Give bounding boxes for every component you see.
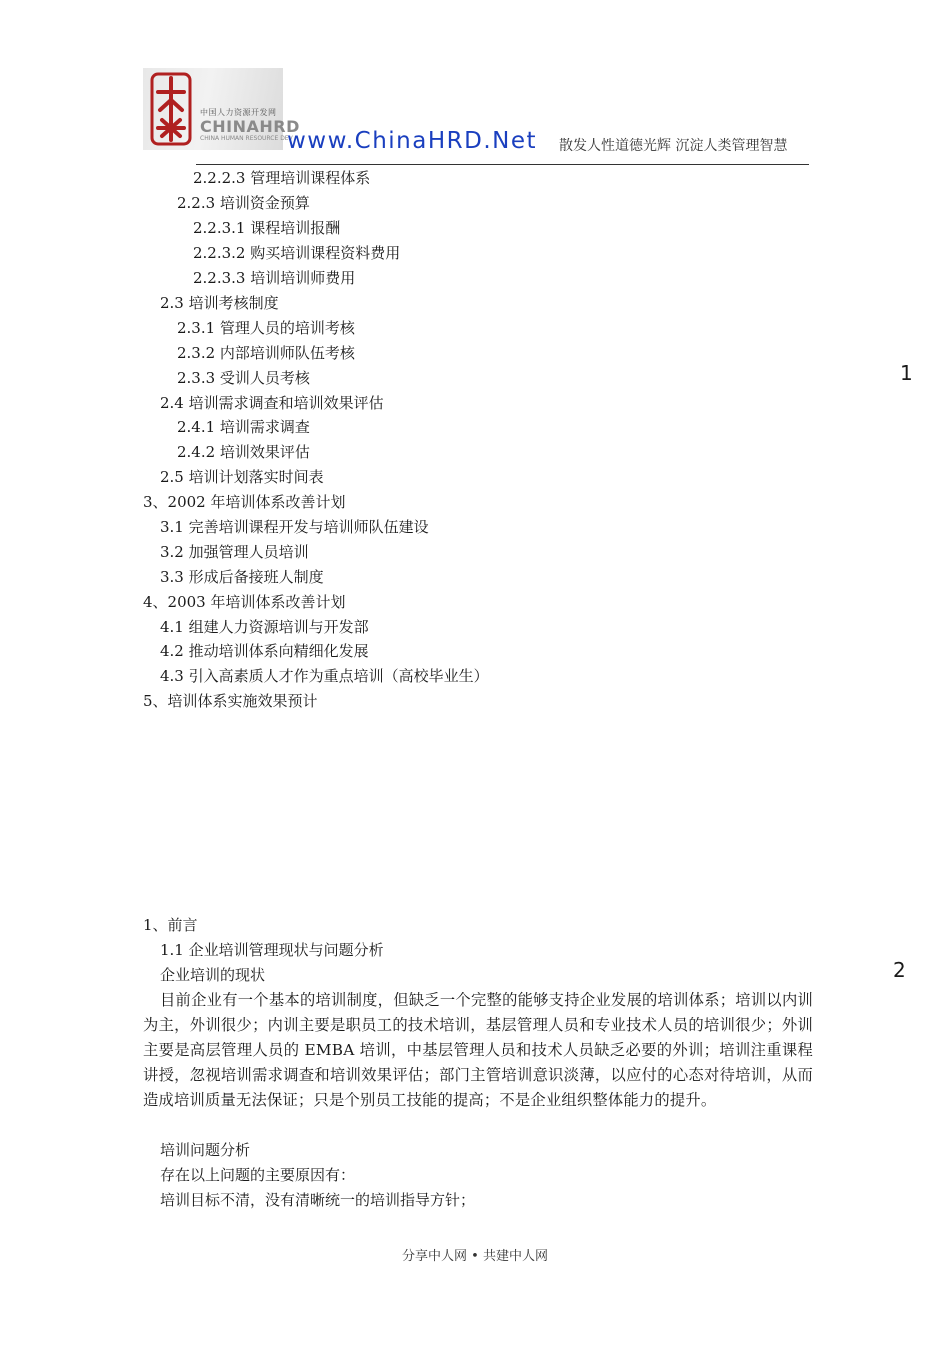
toc-entry: 2.3 培训考核制度: [160, 294, 279, 312]
toc-entry: 2.3.3 受训人员考核: [177, 369, 310, 387]
toc-entry: 4.2 推动培训体系向精细化发展: [160, 642, 369, 660]
logo-tagline: CHINA HUMAN RESOURCE DEV: [200, 135, 293, 142]
toc-entry: 5、培训体系实施效果预计: [143, 692, 318, 710]
site-url-link[interactable]: www.ChinaHRD.Net: [287, 128, 538, 154]
header-slogan: 散发人性道德光辉 沉淀人类管理智慧: [559, 138, 788, 154]
toc-entry: 3.3 形成后备接班人制度: [160, 568, 324, 586]
toc-entry: 2.2.2.3 管理培训课程体系: [193, 169, 371, 187]
toc-entry: 2.5 培训计划落实时间表: [160, 468, 324, 486]
page-header: [0, 0, 950, 170]
page-footer: 分享中人网 • 共建中人网: [402, 1249, 548, 1264]
body-line: 培训目标不清，没有清晰统一的培训指导方针；: [160, 1191, 476, 1209]
subheading: 企业培训的现状: [160, 966, 266, 984]
toc-entry: 2.2.3.1 课程培训报酬: [193, 219, 341, 237]
toc-entry: 3.2 加强管理人员培训: [160, 543, 309, 561]
page-number: 1: [900, 361, 913, 385]
subsection-heading: 1.1 企业培训管理现状与问题分析: [160, 941, 384, 959]
toc-entry: 3.1 完善培训课程开发与培训师队伍建设: [160, 518, 429, 536]
body-line: 存在以上问题的主要原因有：: [160, 1166, 356, 1184]
toc-entry: 4.3 引入高素质人才作为重点培训（高校毕业生）: [160, 667, 489, 685]
toc-entry: 2.3.1 管理人员的培训考核: [177, 319, 355, 337]
page-number: 2: [893, 958, 906, 982]
status-paragraph: 目前企业有一个基本的培训制度，但缺乏一个完整的能够支持企业发展的培训体系；培训以内训为主，外训很少；内训主要是职员工的技术培训，基层管理人员和专业技术人员的培训很少；外训主要是高层管理人员的 EMBA 培训，中基层管理人员和技术人员缺乏必要的外训；培训注重课程讲授，忽视培训需求调查和培训效果评估；部门主管培训意识淡薄，以应付的心态对待培训，从而造成培训质量无法保证；只是个别员工技能的提高；不是企业组织整体能力的提升。: [143, 991, 813, 1109]
toc-entry: 2.2.3.2 购买培训课程资料费用: [193, 244, 401, 262]
toc-entry: 2.2.3 培训资金预算: [177, 194, 310, 212]
seal-logo-icon: [146, 70, 196, 148]
toc-entry: 2.2.3.3 培训培训师费用: [193, 269, 356, 287]
toc-entry: 4、2003 年培训体系改善计划: [143, 593, 346, 611]
logo-subtitle: 中国人力资源开发网: [200, 108, 277, 117]
toc-entry: 4.1 组建人力资源培训与开发部: [160, 618, 369, 636]
subheading: 培训问题分析: [160, 1141, 251, 1159]
toc-entry: 2.4.2 培训效果评估: [177, 443, 310, 461]
logo-wordmark: CHINAHRD: [200, 117, 300, 136]
toc-entry: 3、2002 年培训体系改善计划: [143, 493, 346, 511]
toc-entry: 2.4.1 培训需求调查: [177, 418, 310, 436]
toc-entry: 2.4 培训需求调查和培训效果评估: [160, 394, 384, 412]
toc-entry: 2.3.2 内部培训师队伍考核: [177, 344, 355, 362]
header-divider: [196, 164, 809, 165]
section-heading: 1、前言: [143, 916, 198, 934]
